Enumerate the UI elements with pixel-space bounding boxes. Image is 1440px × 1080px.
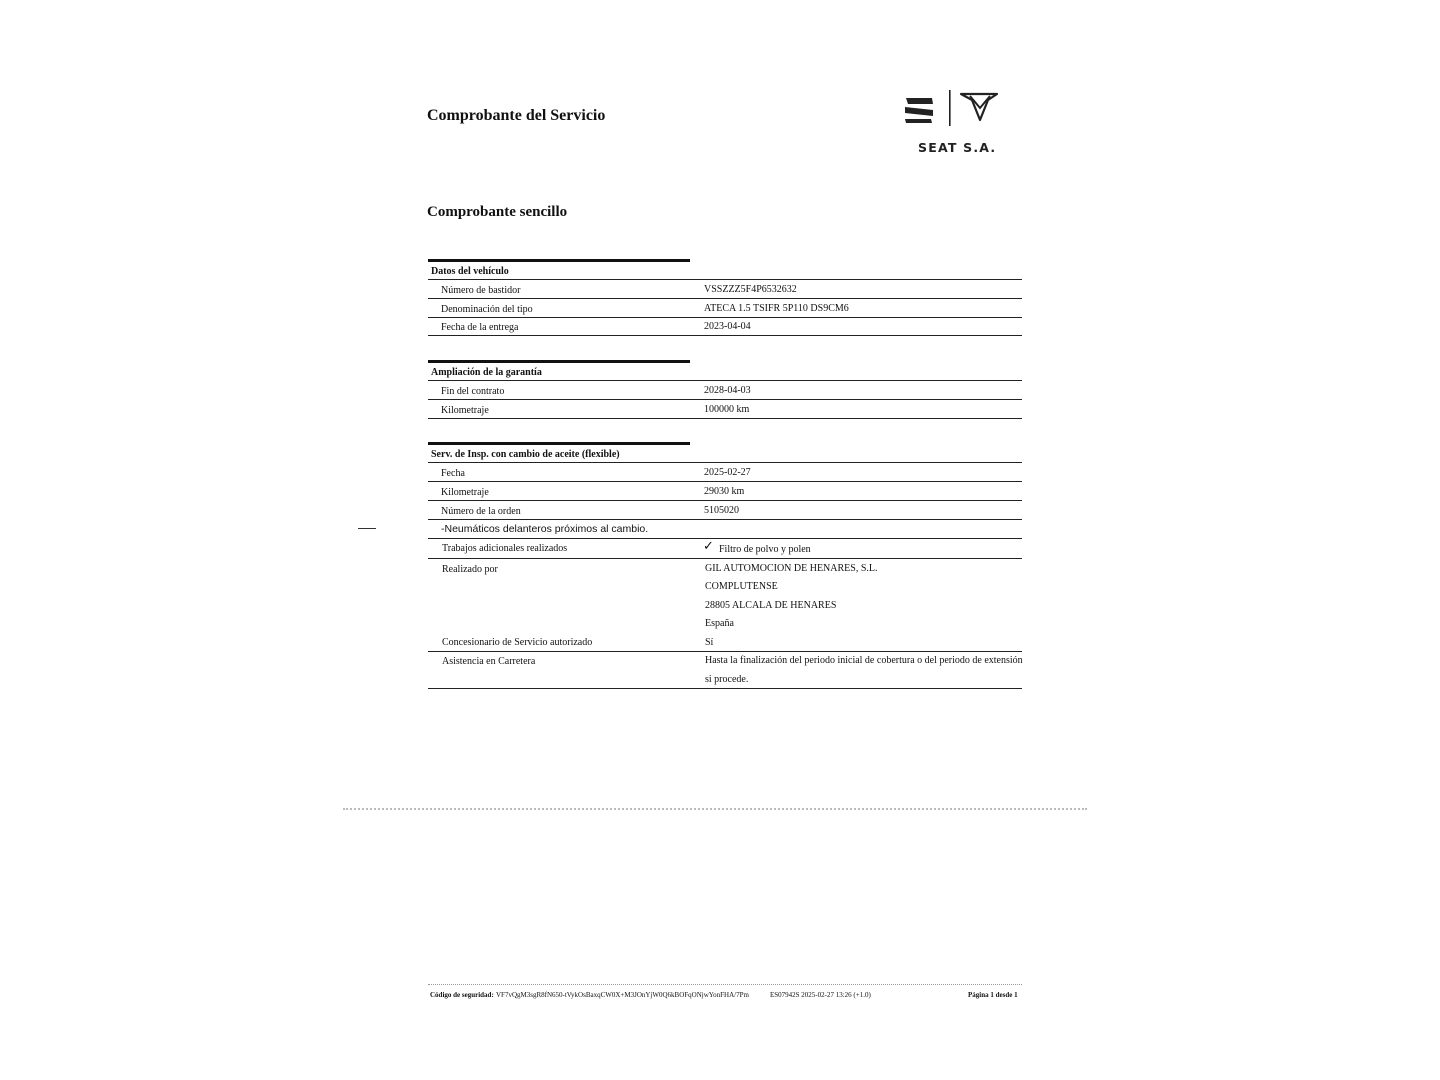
row-rule — [428, 380, 1022, 381]
page-total: 1 — [1014, 991, 1018, 999]
type-value: ATECA 1.5 TSIFR 5P110 DS9CM6 — [704, 303, 849, 314]
roadside-value-line1: Hasta la finalización del periodo inicial de cobertura o del periodo de extensión — [705, 655, 1023, 666]
page-indicator — [968, 991, 1018, 999]
row-rule — [428, 500, 1022, 501]
dealer-city: 28805 ALCALA DE HENARES — [705, 600, 837, 611]
additional-work-value: Filtro de polvo y polen — [719, 544, 811, 555]
delivery-date-value: 2023-04-04 — [704, 321, 751, 332]
document-reference: ES07942S 2025-02-27 13:26 (+1.0) — [770, 991, 871, 999]
service-date-label: Fecha — [441, 468, 465, 479]
order-number-value: 5105020 — [704, 505, 739, 516]
row-rule — [428, 651, 1022, 652]
authorized-dealer-label: Concesionario de Servicio autorizado — [442, 637, 593, 648]
row-rule — [428, 298, 1022, 299]
security-code-label: Código de seguridad: — [430, 991, 494, 999]
row-rule — [428, 462, 1022, 463]
footer-rule — [428, 984, 1022, 985]
row-rule — [428, 481, 1022, 482]
check-icon: ✓ — [703, 539, 714, 554]
dealer-street: COMPLUTENSE — [705, 581, 778, 592]
vin-label: Número de bastidor — [441, 285, 521, 296]
document-subtitle: Comprobante sencillo — [427, 204, 568, 220]
row-rule — [428, 418, 1022, 419]
service-date-value: 2025-02-27 — [704, 467, 751, 478]
roadside-label: Asistencia en Carretera — [442, 656, 536, 667]
service-note: -Neumáticos delanteros próximos al cambio. — [441, 523, 649, 535]
row-rule — [428, 399, 1022, 400]
brand-logo — [900, 86, 1000, 158]
vin-value: VSSZZZ5F4P6532632 — [704, 284, 797, 295]
row-rule — [428, 519, 1022, 520]
section-rule — [428, 360, 690, 363]
warranty-mileage-value: 100000 km — [704, 404, 750, 415]
dealer-country: España — [705, 618, 734, 629]
dealer-name: GIL AUTOMOCION DE HENARES, S.L. — [705, 563, 878, 574]
contract-end-label: Fin del contrato — [441, 386, 505, 397]
additional-work-label: Trabajos adicionales realizados — [442, 543, 568, 554]
section-heading-service: Serv. de Insp. con cambio de aceite (flexible) — [431, 449, 620, 460]
type-label: Denominación del tipo — [441, 304, 533, 315]
section-heading-warranty: Ampliación de la garantía — [431, 367, 542, 378]
seat-cupra-logo-icon — [900, 86, 1000, 138]
margin-mark — [358, 528, 376, 529]
row-rule — [428, 279, 1022, 280]
section-rule — [428, 442, 690, 445]
authorized-dealer-value: Sí — [705, 637, 714, 648]
service-mileage-value: 29030 km — [704, 486, 745, 497]
delivery-date-label: Fecha de la entrega — [441, 322, 519, 333]
service-mileage-label: Kilometraje — [441, 487, 489, 498]
section-rule — [428, 259, 690, 262]
security-code: VF7vQgM3sgR8fN650-tVykOsBaxqCW0X+M3JOnYjW0Q6kBOFqONjwYonFHA/7Pm — [496, 991, 749, 999]
page-number: 1 — [990, 991, 994, 999]
row-rule — [428, 538, 1022, 539]
row-rule — [428, 335, 1022, 336]
scan-artifact-line — [343, 808, 1087, 810]
page-of: desde — [995, 991, 1013, 999]
performed-by-label: Realizado por — [442, 564, 498, 575]
order-number-label: Número de la orden — [441, 506, 521, 517]
row-rule — [428, 317, 1022, 318]
row-rule — [428, 688, 1022, 689]
page-title: Comprobante del Servicio — [427, 107, 606, 124]
section-heading-vehicle: Datos del vehículo — [431, 266, 509, 277]
row-rule — [428, 558, 1022, 559]
page-word: Página — [968, 991, 989, 999]
roadside-value-line2: si procede. — [705, 674, 749, 685]
brand-name: SEAT S.A. — [918, 140, 997, 155]
contract-end-value: 2028-04-03 — [704, 385, 751, 396]
warranty-mileage-label: Kilometraje — [441, 405, 489, 416]
